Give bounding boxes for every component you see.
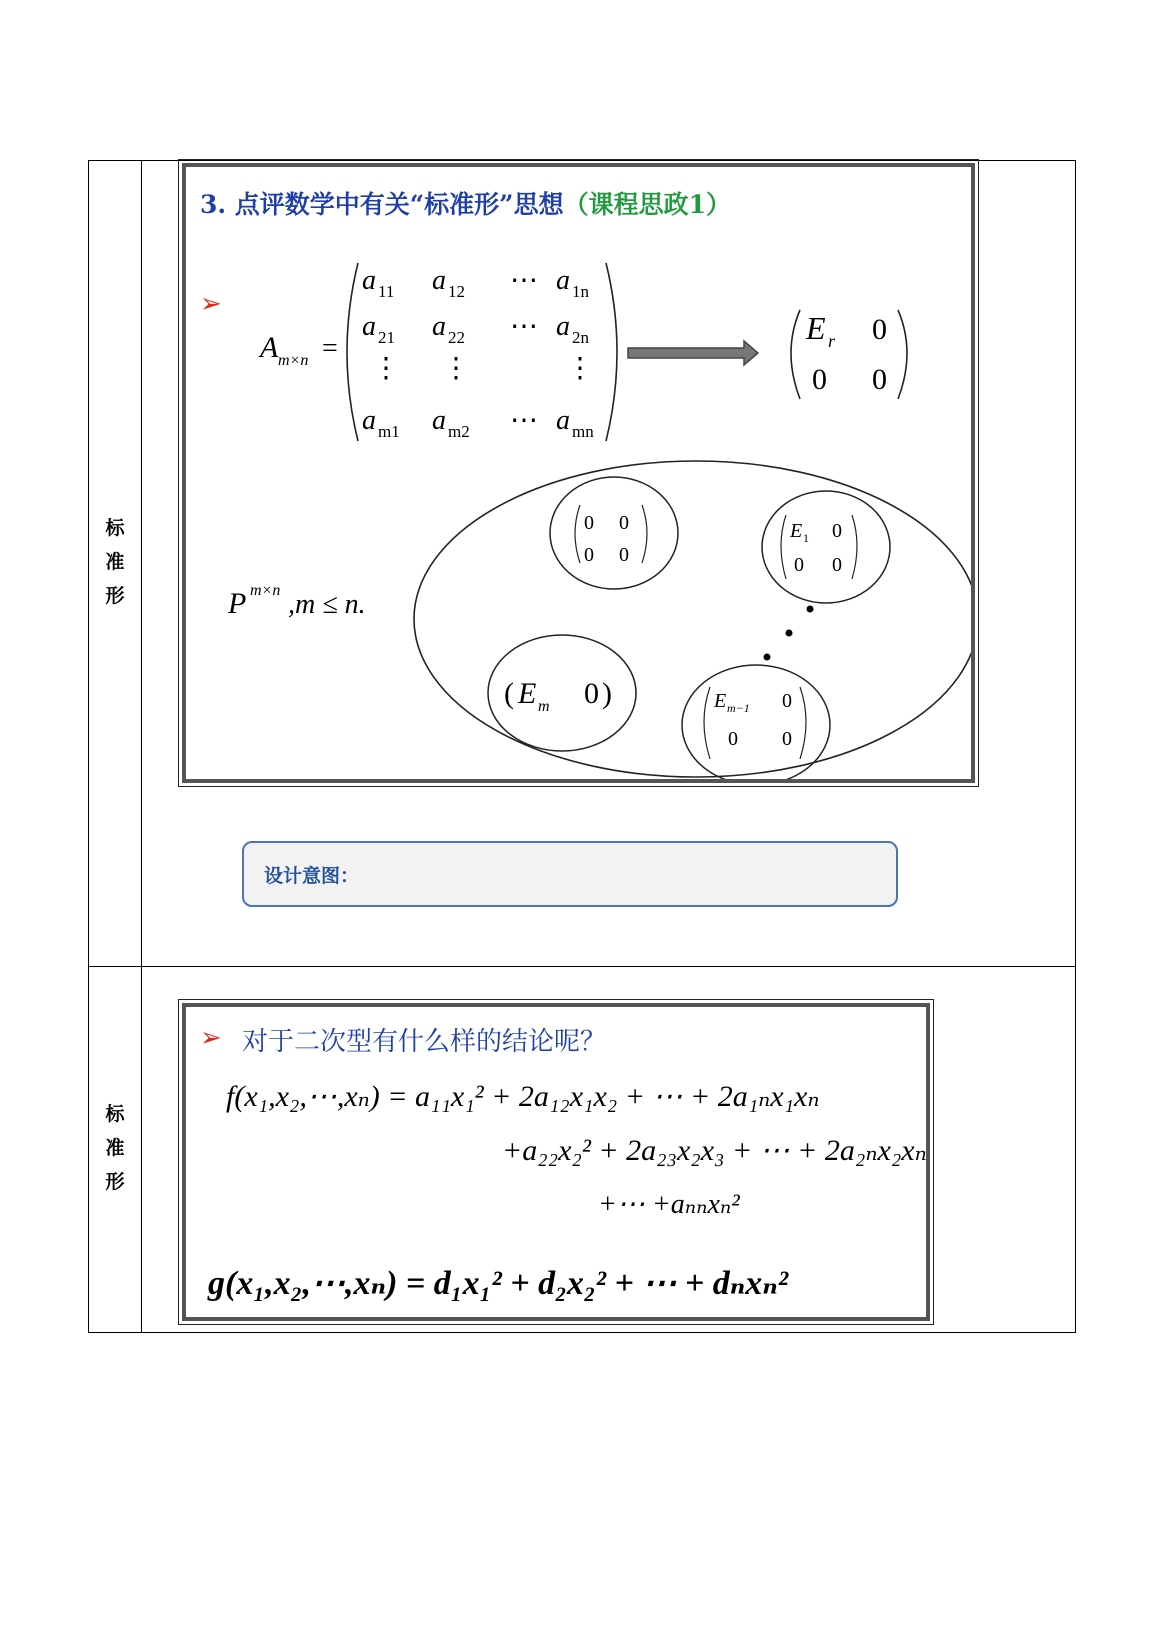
matrix-entry: ⋯ — [510, 311, 538, 342]
target-e-sub: r — [828, 331, 836, 351]
matrix-entry: a — [362, 311, 376, 342]
svg-text:0: 0 — [584, 677, 599, 710]
bullet-arrow-icon: ➢ — [200, 1023, 222, 1053]
matrix-entry-sub: 12 — [448, 282, 465, 301]
matrix-entry: a — [362, 405, 376, 436]
matrix-entry: ⋯ — [510, 265, 538, 296]
svg-text:0: 0 — [832, 520, 842, 542]
svg-text:E: E — [790, 520, 803, 542]
row-label: 标 准 形 — [105, 1103, 125, 1193]
content-table — [88, 160, 1076, 1333]
matrix-entry: a — [556, 265, 570, 296]
row-content-cell — [142, 967, 1076, 1333]
slide-standard-form — [182, 163, 975, 783]
svg-text:1: 1 — [803, 531, 809, 545]
left-paren — [347, 263, 358, 441]
matrix-entries — [362, 265, 594, 441]
svg-text:m: m — [538, 698, 550, 715]
em-paren-open: ( — [504, 677, 514, 710]
matrix-entry-sub: m1 — [378, 422, 400, 441]
row-label-cell — [89, 967, 142, 1333]
right-paren — [606, 263, 617, 441]
equals-sign: = — [322, 333, 338, 364]
circle-zero-matrix — [550, 477, 678, 589]
matrix-entry: a — [362, 265, 376, 296]
question-text: 对于二次型有什么样的结论呢？ — [242, 1027, 607, 1057]
matrix-entry-sub: 1n — [572, 282, 589, 301]
target-right-paren — [898, 310, 907, 399]
matrix-entry: a — [556, 405, 570, 436]
matrix-entry-sub: 22 — [448, 328, 465, 347]
ellipsis-dot — [764, 654, 771, 661]
target-e: E — [806, 310, 826, 346]
matrix-entry: a — [556, 311, 570, 342]
row-label-cell — [89, 161, 142, 967]
matrix-entry: ⋮ — [566, 353, 594, 384]
svg-text:0: 0 — [584, 544, 594, 566]
right-arrow-icon — [628, 341, 758, 365]
f-formula-line3: +⋯ +aₙₙxₙ² — [598, 1189, 740, 1220]
matrix-entry-sub: m2 — [448, 422, 470, 441]
table-row — [89, 161, 1076, 967]
f-formula-line2: +a₂₂x₂² + 2a₂₃x₂x₃ + ⋯ + 2a₂ₙx₂xₙ — [502, 1134, 927, 1167]
matrix-entry: ⋯ — [510, 405, 538, 436]
matrix-diagram — [186, 167, 971, 779]
matrix-entry: ⋮ — [442, 353, 470, 384]
f-formula-line1: f(x₁,x₂,⋯,xₙ) = a₁₁x₁² + 2a₁₂x₁x₂ + ⋯ + 2a₁ₙx₁xₙ — [226, 1080, 820, 1113]
svg-text:0: 0 — [619, 512, 629, 534]
matrix-entry-sub: 21 — [378, 328, 395, 347]
slide-quadratic-form — [182, 1003, 930, 1321]
design-intent-label: 设计意图： — [264, 865, 360, 887]
target-zero-22: 0 — [872, 363, 887, 396]
em-paren-close: ) — [602, 677, 612, 710]
target-zero-21: 0 — [812, 363, 827, 396]
matrix-entry-sub: mn — [572, 422, 594, 441]
svg-text:0: 0 — [782, 690, 792, 712]
set-condition: ,m ≤ n. — [288, 589, 366, 620]
matrix-entry: a — [432, 405, 446, 436]
bullet-arrow-icon: ➢ — [200, 289, 222, 319]
matrix-entry: a — [432, 265, 446, 296]
set-label: P — [228, 587, 247, 620]
svg-text:0: 0 — [794, 554, 804, 576]
ellipsis-dot — [786, 630, 793, 637]
svg-text:0: 0 — [728, 728, 738, 750]
svg-text:0: 0 — [782, 728, 792, 750]
target-zero-12: 0 — [872, 313, 887, 346]
set-ellipse — [414, 461, 971, 777]
svg-text:0: 0 — [832, 554, 842, 576]
matrix-entry-sub: 11 — [378, 282, 395, 301]
svg-text:E: E — [714, 690, 727, 712]
svg-text:m−1: m−1 — [727, 701, 750, 715]
table-row — [89, 967, 1076, 1333]
row-content-cell — [142, 161, 1076, 967]
row-label: 标 准 形 — [105, 517, 125, 607]
g-formula: g(x₁,x₂,⋯,xₙ) = d₁x₁² + d₂x₂² + ⋯ + dₙxₙ² — [208, 1265, 789, 1302]
slide-title: 3. 点评数学中有关“标准形”思想（课程思政1） — [200, 190, 731, 219]
matrix-name: A — [260, 331, 279, 364]
matrix-entry-sub: 2n — [572, 328, 589, 347]
matrix-entry: a — [432, 311, 446, 342]
svg-text:0: 0 — [584, 512, 594, 534]
set-sup: m×n — [250, 582, 281, 599]
matrix-entry: ⋮ — [372, 353, 400, 384]
ellipsis-dot — [807, 606, 814, 613]
target-left-paren — [791, 310, 800, 399]
design-intent-box — [242, 841, 898, 907]
svg-text:0: 0 — [619, 544, 629, 566]
svg-text:E: E — [518, 677, 537, 710]
matrix-sub: m×n — [278, 352, 309, 369]
